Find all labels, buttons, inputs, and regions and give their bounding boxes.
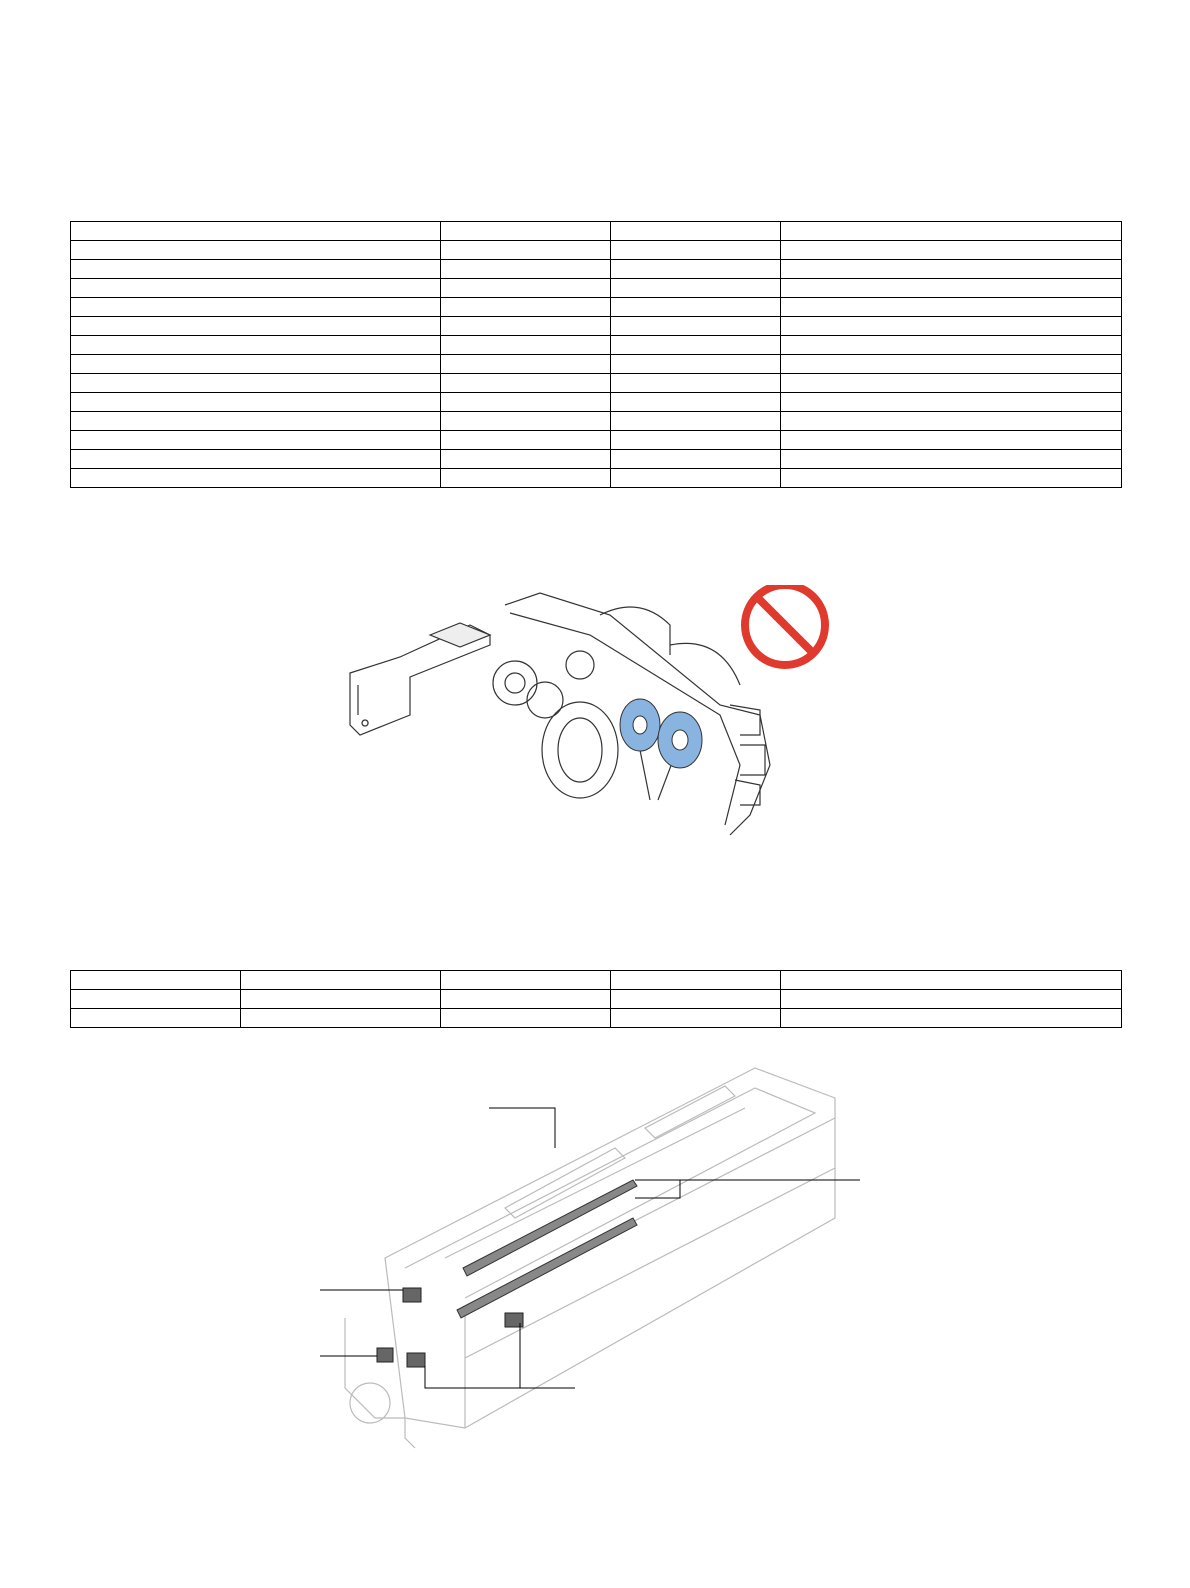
table-cell [241,990,441,1009]
table-row [71,279,1122,298]
table-cell [71,393,441,412]
table-cell [781,298,1122,317]
table-cell [71,450,441,469]
table-cell [611,1009,781,1028]
table-cell [441,355,611,374]
table-cell [441,393,611,412]
table-cell [611,336,781,355]
table-cell [611,990,781,1009]
table-cell [781,1009,1122,1028]
table-cell [611,355,781,374]
table-cell [71,469,441,488]
table-cell [611,971,781,990]
table-cell [611,279,781,298]
table-row [71,298,1122,317]
sensor-table [70,970,1122,1028]
table-cell [781,469,1122,488]
table-cell [441,317,611,336]
table-row [71,971,1122,990]
table-cell [71,279,441,298]
table-cell [441,971,611,990]
table-cell [441,450,611,469]
table-cell [441,431,611,450]
pickup-roller [620,699,660,751]
table-row [71,374,1122,393]
table-cell [441,990,611,1009]
table-cell [441,469,611,488]
table-cell [441,241,611,260]
table-cell [781,393,1122,412]
table-cell [781,450,1122,469]
table-cell [71,431,441,450]
table-row [71,1009,1122,1028]
table-cell [71,260,441,279]
table-cell [441,298,611,317]
table-cell [441,1009,611,1028]
roller-illustration [340,585,860,845]
table-row [71,317,1122,336]
table-cell [71,241,441,260]
table-cell [441,260,611,279]
table-cell [71,336,441,355]
table-cell [71,1009,241,1028]
roller-frame [350,593,770,835]
table-cell [781,279,1122,298]
table-cell [781,241,1122,260]
table-cell [781,374,1122,393]
table-row [71,241,1122,260]
sensor-icon [377,1288,523,1367]
table-row [71,431,1122,450]
table-cell [71,412,441,431]
table-cell [441,336,611,355]
table-cell [71,971,241,990]
table-cell [71,355,441,374]
table-cell [781,222,1122,241]
table-cell [611,412,781,431]
parts-table [70,221,1122,488]
table-cell [71,298,441,317]
table-cell [781,412,1122,431]
table-cell [781,260,1122,279]
table-cell [611,374,781,393]
table-cell [781,431,1122,450]
table-cell [441,222,611,241]
table-row [71,393,1122,412]
table-row [71,412,1122,431]
prohibition-icon [745,585,825,665]
table-cell [441,279,611,298]
table-row [71,990,1122,1009]
table-cell [611,393,781,412]
table-cell [781,355,1122,374]
table-cell [781,990,1122,1009]
table-cell [781,971,1122,990]
table-row [71,260,1122,279]
table-cell [71,990,241,1009]
table-row [71,222,1122,241]
table-cell [611,260,781,279]
table-cell [71,222,441,241]
table-cell [611,431,781,450]
table-cell [611,317,781,336]
unit-frame [345,1068,835,1448]
table-row [71,450,1122,469]
unit-illustration [315,1058,880,1458]
table-cell [781,336,1122,355]
table-row [71,469,1122,488]
table-cell [71,374,441,393]
table-row [71,355,1122,374]
table-cell [241,971,441,990]
table-cell [441,412,611,431]
table-cell [611,298,781,317]
table-cell [611,450,781,469]
table-cell [611,469,781,488]
table-cell [441,374,611,393]
feed-roller [658,712,702,768]
table-cell [611,241,781,260]
table-row [71,336,1122,355]
table-cell [781,317,1122,336]
table-cell [71,317,441,336]
table-cell [611,222,781,241]
table-cell [241,1009,441,1028]
